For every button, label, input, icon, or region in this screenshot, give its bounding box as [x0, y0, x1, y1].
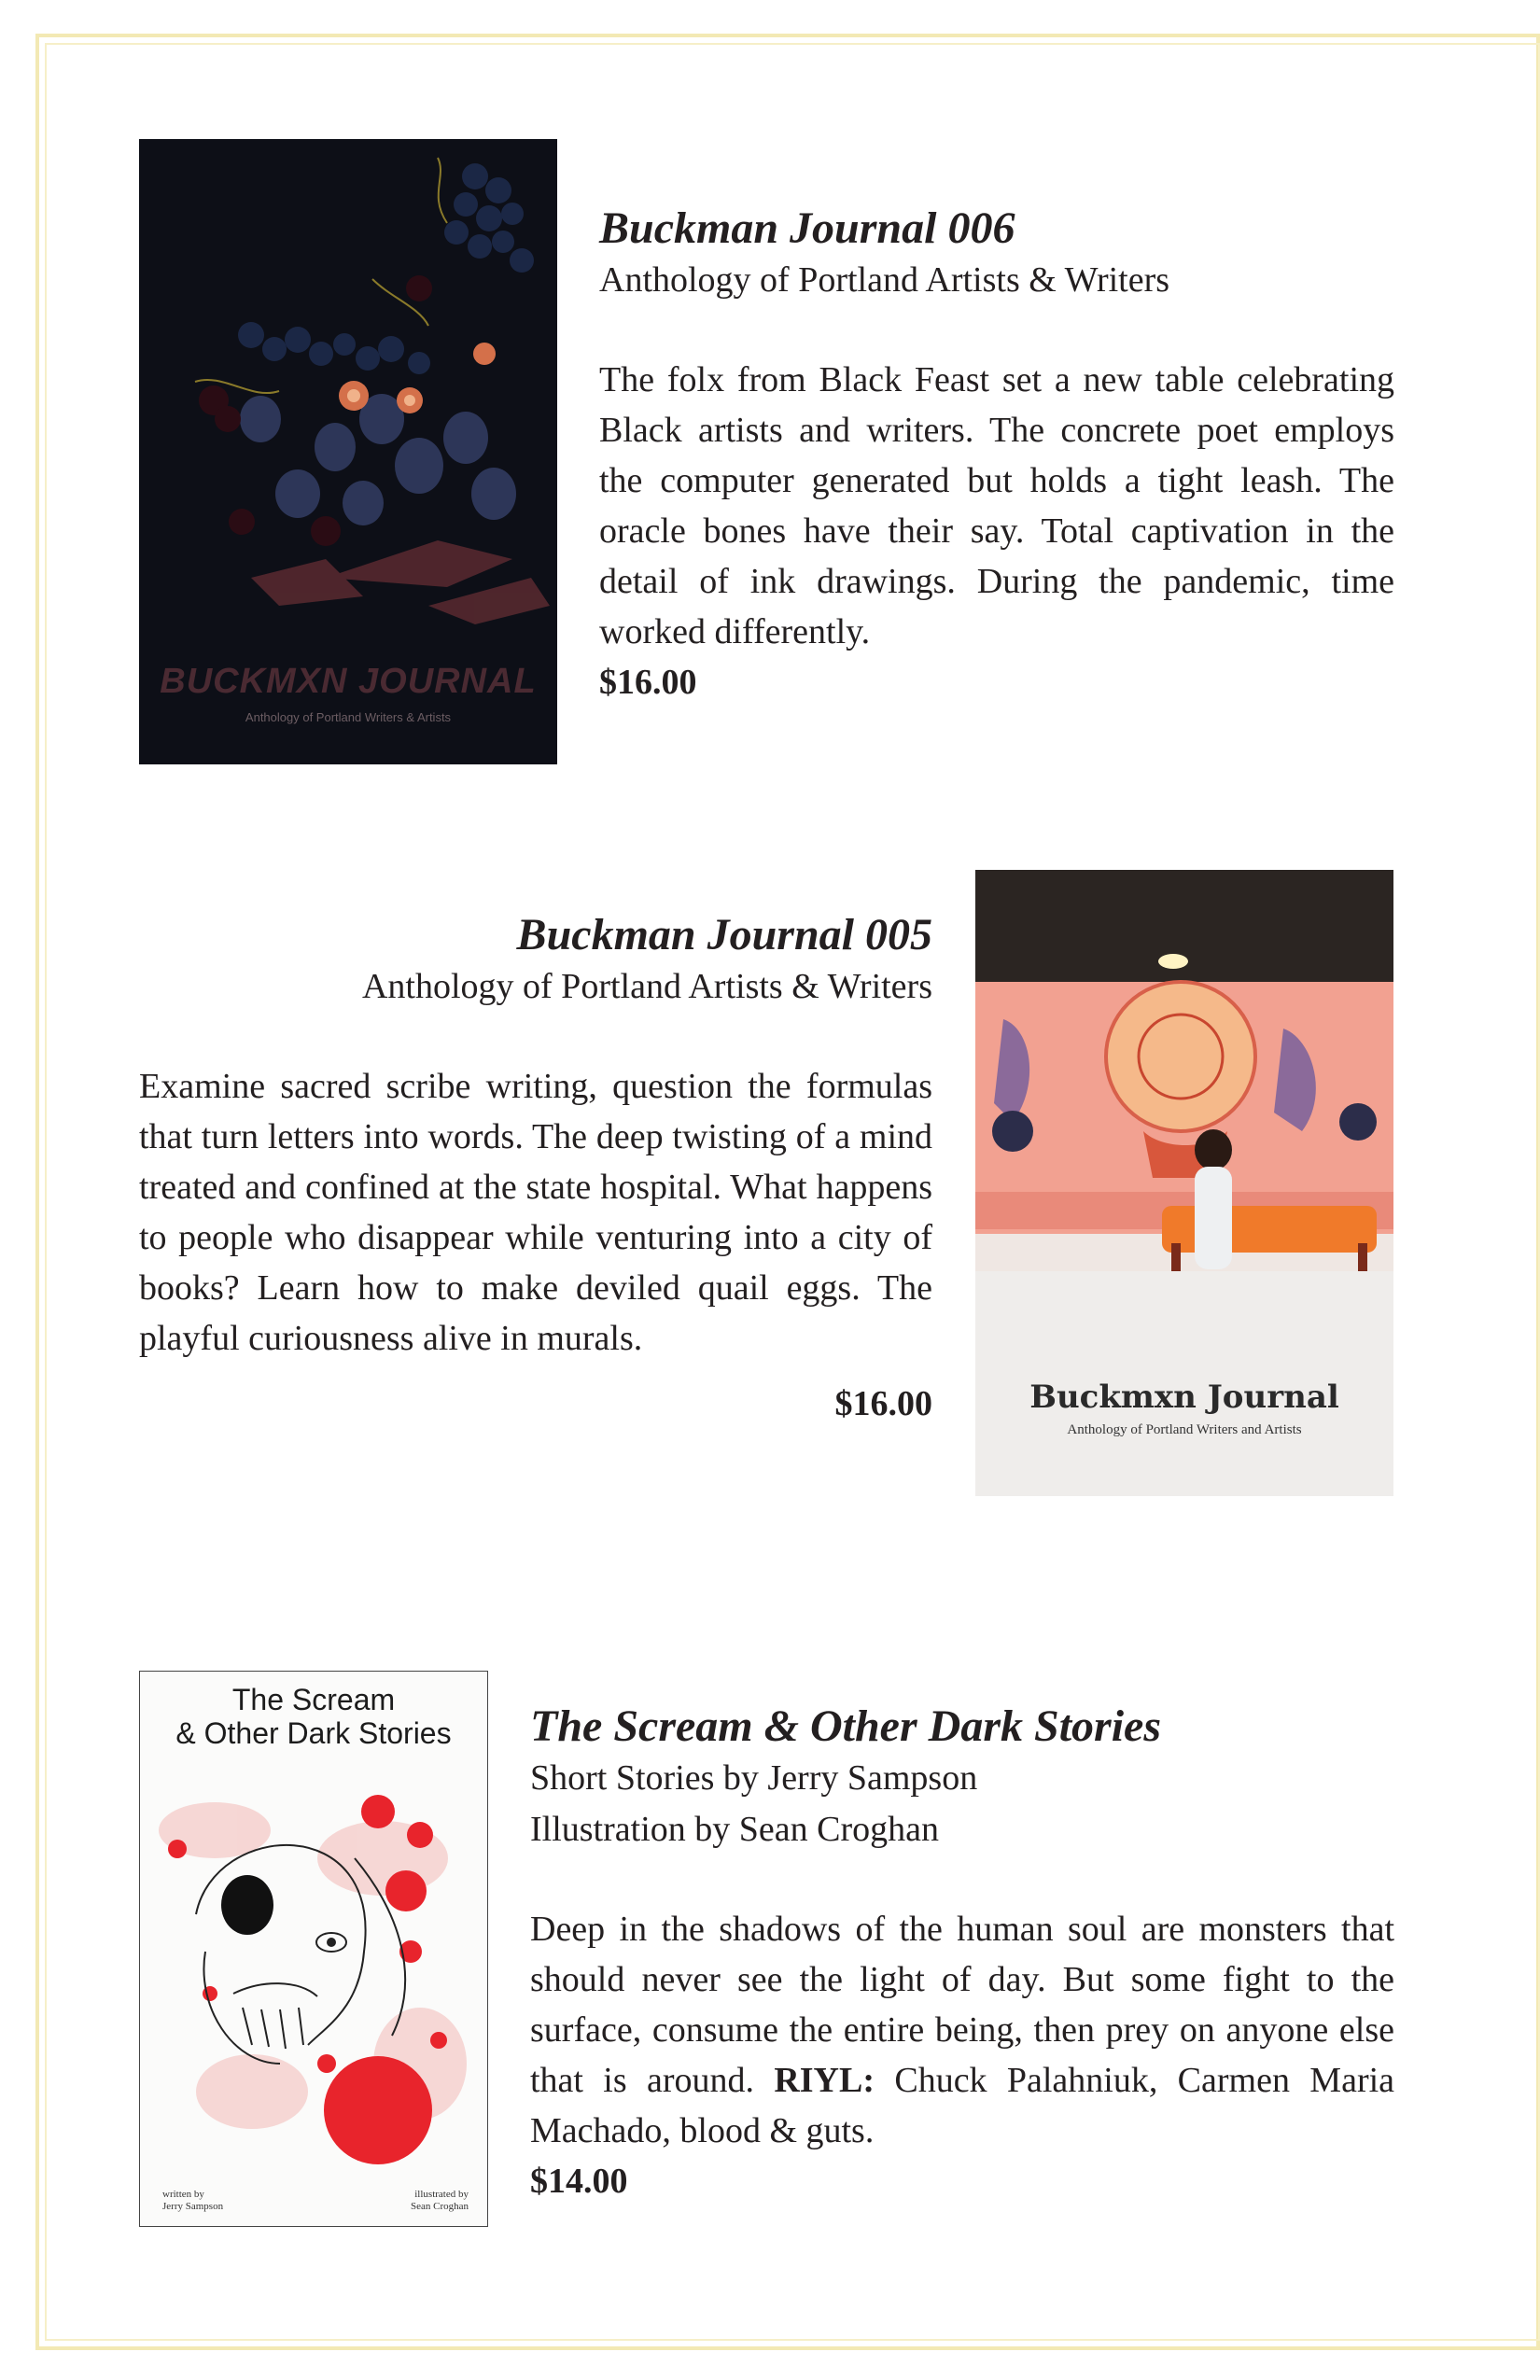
- cover-illustrator-credit: [411, 2189, 469, 2213]
- book-subtitle: Anthology of Portland Artists & Writers: [599, 260, 1170, 300]
- book-cover-buckman-006: [139, 139, 557, 764]
- cover-title-line2: & Other Dark Stories: [175, 1716, 452, 1750]
- cover-author-credit: [162, 2189, 223, 2213]
- riyl-text: Chuck Palahniuk, Carmen Maria Machado, blood & guts.: [530, 2061, 1395, 2150]
- cover-title: [140, 1683, 487, 1750]
- credit-label: written by: [162, 2189, 204, 2200]
- credit-name: Sean Croghan: [410, 2201, 469, 2212]
- book-author-line: Short Stories by Jerry Sampson: [530, 1758, 978, 1798]
- book-description: [530, 1904, 1394, 2156]
- cover-subtitle: Anthology of Portland Writers & Artists: [245, 710, 452, 724]
- book-entry-buckman-006: [599, 203, 1394, 707]
- riyl-label: RIYL:: [774, 2061, 875, 2100]
- book-title: The Scream & Other Dark Stories: [530, 1701, 1162, 1751]
- book-entry-buckman-005: [139, 909, 932, 1429]
- book-cover-buckman-005: [975, 870, 1393, 1496]
- book-cover-the-scream: [139, 1671, 488, 2227]
- cover-title-line1: The Scream: [231, 1683, 396, 1716]
- cover-subtitle: Anthology of Portland Writers and Artists: [1067, 1422, 1302, 1437]
- book-price: $16.00: [834, 1384, 932, 1423]
- book-description: The folx from Black Feast set a new table celebrating Black artists and writers. The concrete poet employs the computer generated but holds a tight leash. The oracle bones have their say. Total captivation in the detail of ink drawings. During the pandemic, time worked differently.: [599, 360, 1394, 651]
- book-title: Buckman Journal 006: [599, 203, 1015, 253]
- book-price: $14.00: [530, 2162, 628, 2201]
- book-title: Buckman Journal 005: [516, 910, 932, 959]
- credit-name: Jerry Sampson: [162, 2201, 224, 2212]
- book-description: Examine sacred scribe writing, question the formulas that turn letters into words. The deep twisting of a mind treated and confined at the state hospital. What happens to people who disappear while venturing into a city of books? Learn how to make deviled quail eggs. The playful curiousness alive in murals.: [139, 1067, 932, 1358]
- credit-label: illustrated by: [414, 2189, 469, 2200]
- cover-title: Buckmxn Journal: [1029, 1379, 1339, 1416]
- book-entry-the-scream: [530, 1701, 1394, 2206]
- book-illustrator-line: Illustration by Sean Croghan: [530, 1810, 939, 1849]
- cover-title: BUCKMXN JOURNAL: [160, 662, 537, 701]
- skull-watercolor-illustration: [140, 1672, 487, 2226]
- description-text: Deep in the shadows of the human soul are monsters that should never see the light of day. But some fight to the surface, consume the entire being, then prey on anyone else that is around.: [530, 1910, 1394, 2100]
- book-price: $16.00: [599, 663, 697, 702]
- book-subtitle: Anthology of Portland Artists & Writers: [361, 967, 932, 1006]
